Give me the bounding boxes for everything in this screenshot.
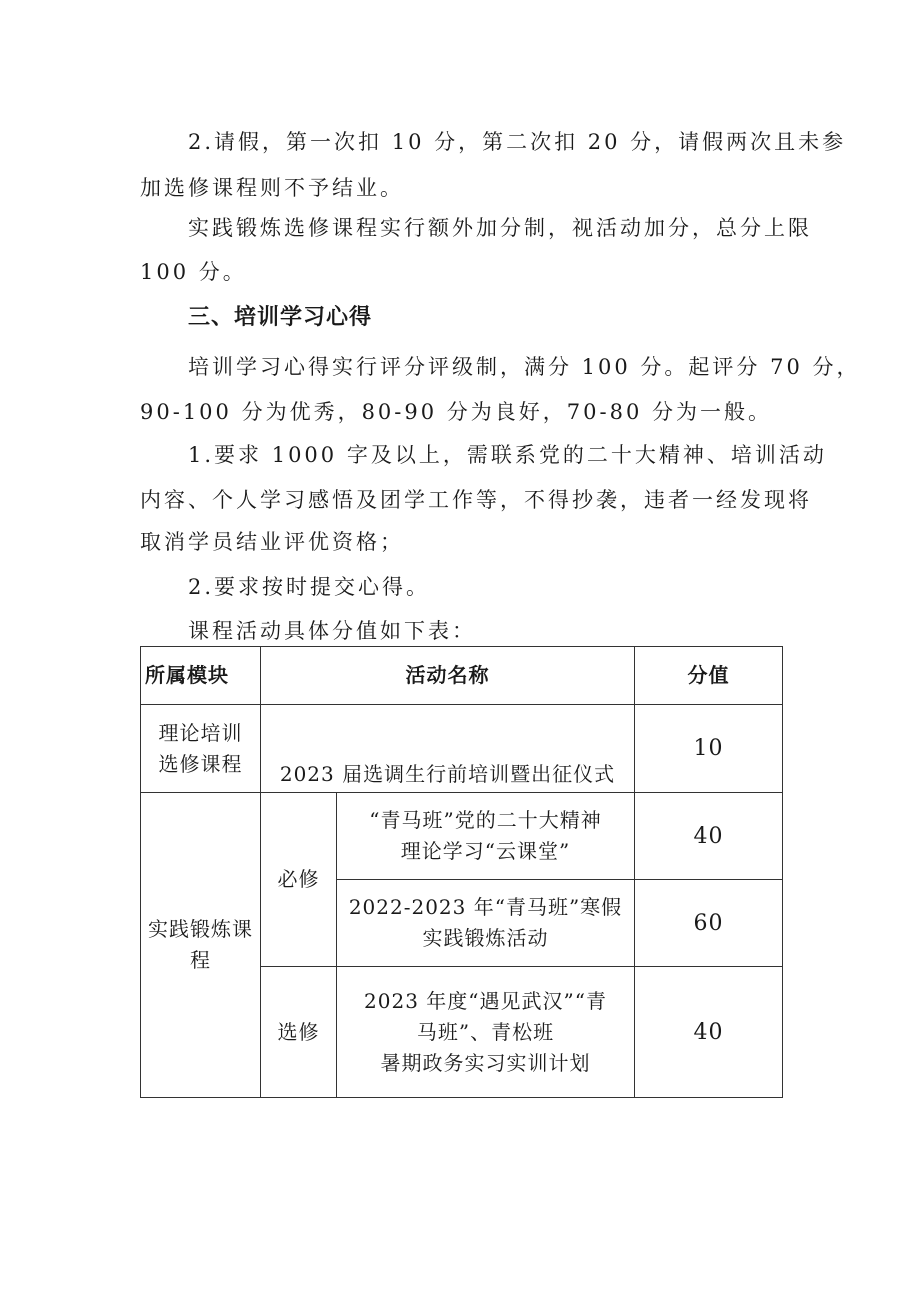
paragraph-extra-points: 实践锻炼选修课程实行额外加分制，视活动加分，总分上限 (188, 216, 812, 240)
module-practice-line2: 程 (190, 948, 211, 972)
header-module: 所属模块 (141, 647, 261, 705)
paragraph-extra-points-cont: 100 分。 (140, 260, 247, 284)
score-table (140, 646, 783, 1098)
activity-line: 2022-2023 年“青马班”寒假 (348, 895, 623, 919)
activity-line: 实践锻炼活动 (422, 926, 549, 950)
module-practice-cell (141, 793, 261, 1098)
paragraph-requirement-2: 2.要求按时提交心得。 (188, 575, 431, 599)
header-score: 分值 (635, 647, 783, 705)
paragraph-requirement-1-end: 取消学员结业评优资格； (140, 530, 404, 554)
module-theory-cell (141, 705, 261, 793)
activity-cell (337, 793, 635, 880)
paragraph-leave-rule-cont: 加选修课程则不予结业。 (140, 176, 404, 200)
paragraph-requirement-1: 1.要求 1000 字及以上，需联系党的二十大精神、培训活动 (188, 443, 827, 467)
table-row (141, 705, 783, 793)
paragraph-requirement-1-cont: 内容、个人学习感悟及团学工作等，不得抄袭，违者一经发现将 (140, 488, 812, 512)
activity-cell (337, 880, 635, 967)
activity-line: 暑期政务实习实训计划 (380, 1050, 591, 1075)
module-practice-line1: 实践锻炼课 (148, 917, 253, 941)
score-theory: 10 (635, 705, 783, 793)
paragraph-essay-grades: 90-100 分为优秀，80-90 分为良好，70-80 分为一般。 (140, 400, 773, 424)
activity-line: 马班”、青松班 (416, 1019, 555, 1044)
paragraph-essay-scoring: 培训学习心得实行评分评级制，满分 100 分。起评分 70 分， (188, 355, 861, 379)
module-theory-line1: 理论培训 (158, 720, 243, 745)
paragraph-leave-rule: 2.请假，第一次扣 10 分，第二次扣 20 分，请假两次且未参 (188, 130, 847, 154)
activity-theory: 2023 届选调生行前培训暨出征仪式 (261, 705, 635, 793)
required-label: 必修 (261, 793, 337, 967)
table-caption: 课程活动具体分值如下表： (188, 619, 476, 643)
section-heading: 三、培训学习心得 (188, 305, 373, 330)
score-cell: 40 (635, 793, 783, 880)
activity-line: “青马班”党的二十大精神 (369, 808, 602, 832)
activity-line: 理论学习“云课堂” (400, 839, 571, 863)
elective-label: 选修 (261, 967, 337, 1098)
activity-line: 2023 年度“遇见武汉”“青 (364, 988, 607, 1013)
activity-cell (337, 967, 635, 1098)
header-activity: 活动名称 (261, 647, 635, 705)
score-cell: 60 (635, 880, 783, 967)
score-cell: 40 (635, 967, 783, 1098)
table-row (141, 793, 783, 880)
module-theory-line2: 选修课程 (158, 751, 243, 776)
table-header-row (141, 647, 783, 705)
